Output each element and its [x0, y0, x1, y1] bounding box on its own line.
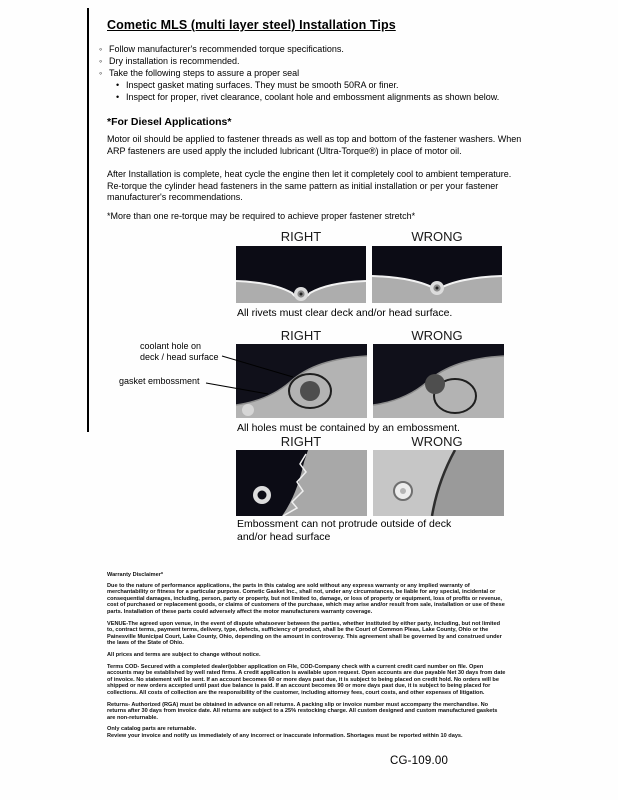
- warranty-disclaimer-section: [107, 572, 507, 744]
- circle-bullet-icon: ◦: [99, 44, 103, 54]
- returns-paragraph: Returns- Authorized (RGA) must be obtained in advance on all returns. A packing slip or invoice number must accompany the merchandise. No returns after 30 days from invoice date. All returns are subject to a 25% restocking charge. All custom designed and custom manufactured gaskets are non-returnable.: [107, 701, 498, 721]
- coolant-hole-pointer-label: [140, 341, 219, 362]
- circle-bullet-icon: ◦: [99, 56, 103, 66]
- rivet-right-diagram: [236, 246, 366, 303]
- venue-paragraph: VENUE-The agreed upon venue, in the event of dispute whatsoever between the parties, whether instituted by either party, including, but not limited to, contract terms, payment terms, delivery, type, defects, sufficiency of product, shall be the Court of Common Pleas, Lake County, Ohio or the Painesville Municipal Court, Lake County, Ohio, depending on the amount in controversy. This agreement shall be governed by and construed under the laws of the State of Ohio.: [107, 620, 502, 647]
- embossment-wrong-illustration: [373, 450, 504, 516]
- dot-bullet-icon: •: [116, 80, 120, 90]
- diesel-paragraph-1: Motor oil should be applied to fastener threads as well as top and bottom of the fastener washers. When ARP fasteners are used apply the included lubricant (Ultra-Torque®) in place of motor oil.: [107, 134, 522, 156]
- rivet-right-illustration: [236, 246, 366, 303]
- circle-bullet-icon: ◦: [99, 68, 103, 78]
- right-label: RIGHT: [280, 229, 322, 244]
- list-sub-item: [116, 79, 499, 91]
- embossment-protrusion-caption: [237, 518, 451, 543]
- tip-text: Follow manufacturer's recommended torque specifications.: [109, 44, 344, 54]
- list-sub-item: [116, 91, 499, 103]
- list-item: [99, 43, 499, 55]
- tip-text: Inspect gasket mating surfaces. They must be smooth 50RA or finer.: [126, 80, 399, 90]
- catalog-returnable-line: Only catalog parts are returnable.: [107, 726, 197, 733]
- list-item: [99, 67, 499, 79]
- terms-paragraph: Terms COD- Secured with a completed dealer/jobber application on File, COD-Company check with a current credit card number on file. Open accounts may be established by well rated firms. A credit application is available upon request. Open accounts are due payable Net 30 days from date of invoice. No statement will be sent. If an account becomes 60 or more days past due, it is subject to being placed on credit hold. No orders will be shipped or new orders accepted until past due balance is paid. If an account becomes 90 or more days past due, it is subject to being placed for collections. All costs of collection are the responsibility of the customer, including attorney fees, court costs, and other expenses of litigation.: [107, 663, 506, 696]
- caption-line: Embossment can not protrude outside of deck: [237, 518, 452, 530]
- gasket-embossment-pointer-label: gasket embossment: [119, 376, 200, 386]
- embossment-wrong-diagram: [373, 450, 504, 516]
- pointer-label-line: coolant hole on: [140, 341, 202, 351]
- rivet-wrong-diagram: [372, 246, 502, 303]
- wrong-label: WRONG: [411, 434, 463, 449]
- coolant-wrong-illustration: [373, 344, 504, 418]
- rivet-wrong-illustration: [372, 246, 502, 303]
- prices-paragraph: All prices and terms are subject to change without notice.: [107, 651, 261, 658]
- list-item: [99, 55, 499, 67]
- diesel-paragraph-2: After Installation is complete, heat cycle the engine then let it completely cool to ambient temperature. Re-torque the cylinder head fasteners in the same pattern as initial installation or per your fastener manufacturer's recommendations.: [107, 169, 512, 202]
- embossment-right-diagram: [236, 450, 367, 516]
- coolant-right-illustration: [236, 344, 367, 418]
- embossment-right-illustration: [236, 450, 367, 516]
- rivet-caption: All rivets must clear deck and/or head surface.: [237, 307, 453, 319]
- page-title: Cometic MLS (multi layer steel) Installation Tips: [107, 18, 396, 32]
- coolant-right-diagram: [236, 344, 367, 418]
- tip-text: Take the following steps to assure a proper seal: [109, 68, 300, 78]
- installation-tips-list: [99, 43, 499, 103]
- right-label: RIGHT: [280, 434, 322, 449]
- wrong-label: WRONG: [411, 328, 463, 343]
- warranty-paragraph: Due to the nature of performance applications, the parts in this catalog are sold without any express warranty or any implied warranty of merchantability or fitness for a particular purpose. Cometic Gasket Inc., shall not, under any circumstances, be liable for any special, incidental or consequential damages, including, person, party or property, but not limited to, damage, or loss of property or equipment, loss of profits or revenue, cost of purchased or replacement goods, or claims of customers of the purchase, which may arise and/or result from sale, installation or use of these parts. Installation of these parts could adversely affect the motor manufacturers warranty coverage.: [107, 582, 505, 615]
- tip-text: Dry installation is recommended.: [109, 56, 240, 66]
- retorque-note: *More than one re-torque may be required to achieve proper fastener stretch*: [107, 211, 416, 221]
- right-label: RIGHT: [280, 328, 322, 343]
- pointer-label-line: deck / head surface: [140, 351, 219, 362]
- dot-bullet-icon: •: [116, 92, 120, 102]
- page-number: CG-109.00: [390, 755, 449, 767]
- coolant-wrong-diagram: [373, 344, 504, 418]
- invoice-review-line: Review your invoice and notify us immediately of any incorrect or inaccurate information. Shortages must be reported within 10 days.: [107, 732, 463, 739]
- warranty-heading: Warranty Disclaimer*: [107, 572, 164, 578]
- caption-line: and/or head surface: [237, 530, 331, 543]
- diesel-applications-heading: *For Diesel Applications*: [107, 116, 232, 128]
- left-margin-rule: [87, 8, 89, 432]
- tip-text: Inspect for proper, rivet clearance, coolant hole and embossment alignments as shown below.: [126, 92, 500, 102]
- wrong-label: WRONG: [411, 229, 463, 244]
- embossment-containment-caption: All holes must be contained by an embossment.: [237, 422, 460, 434]
